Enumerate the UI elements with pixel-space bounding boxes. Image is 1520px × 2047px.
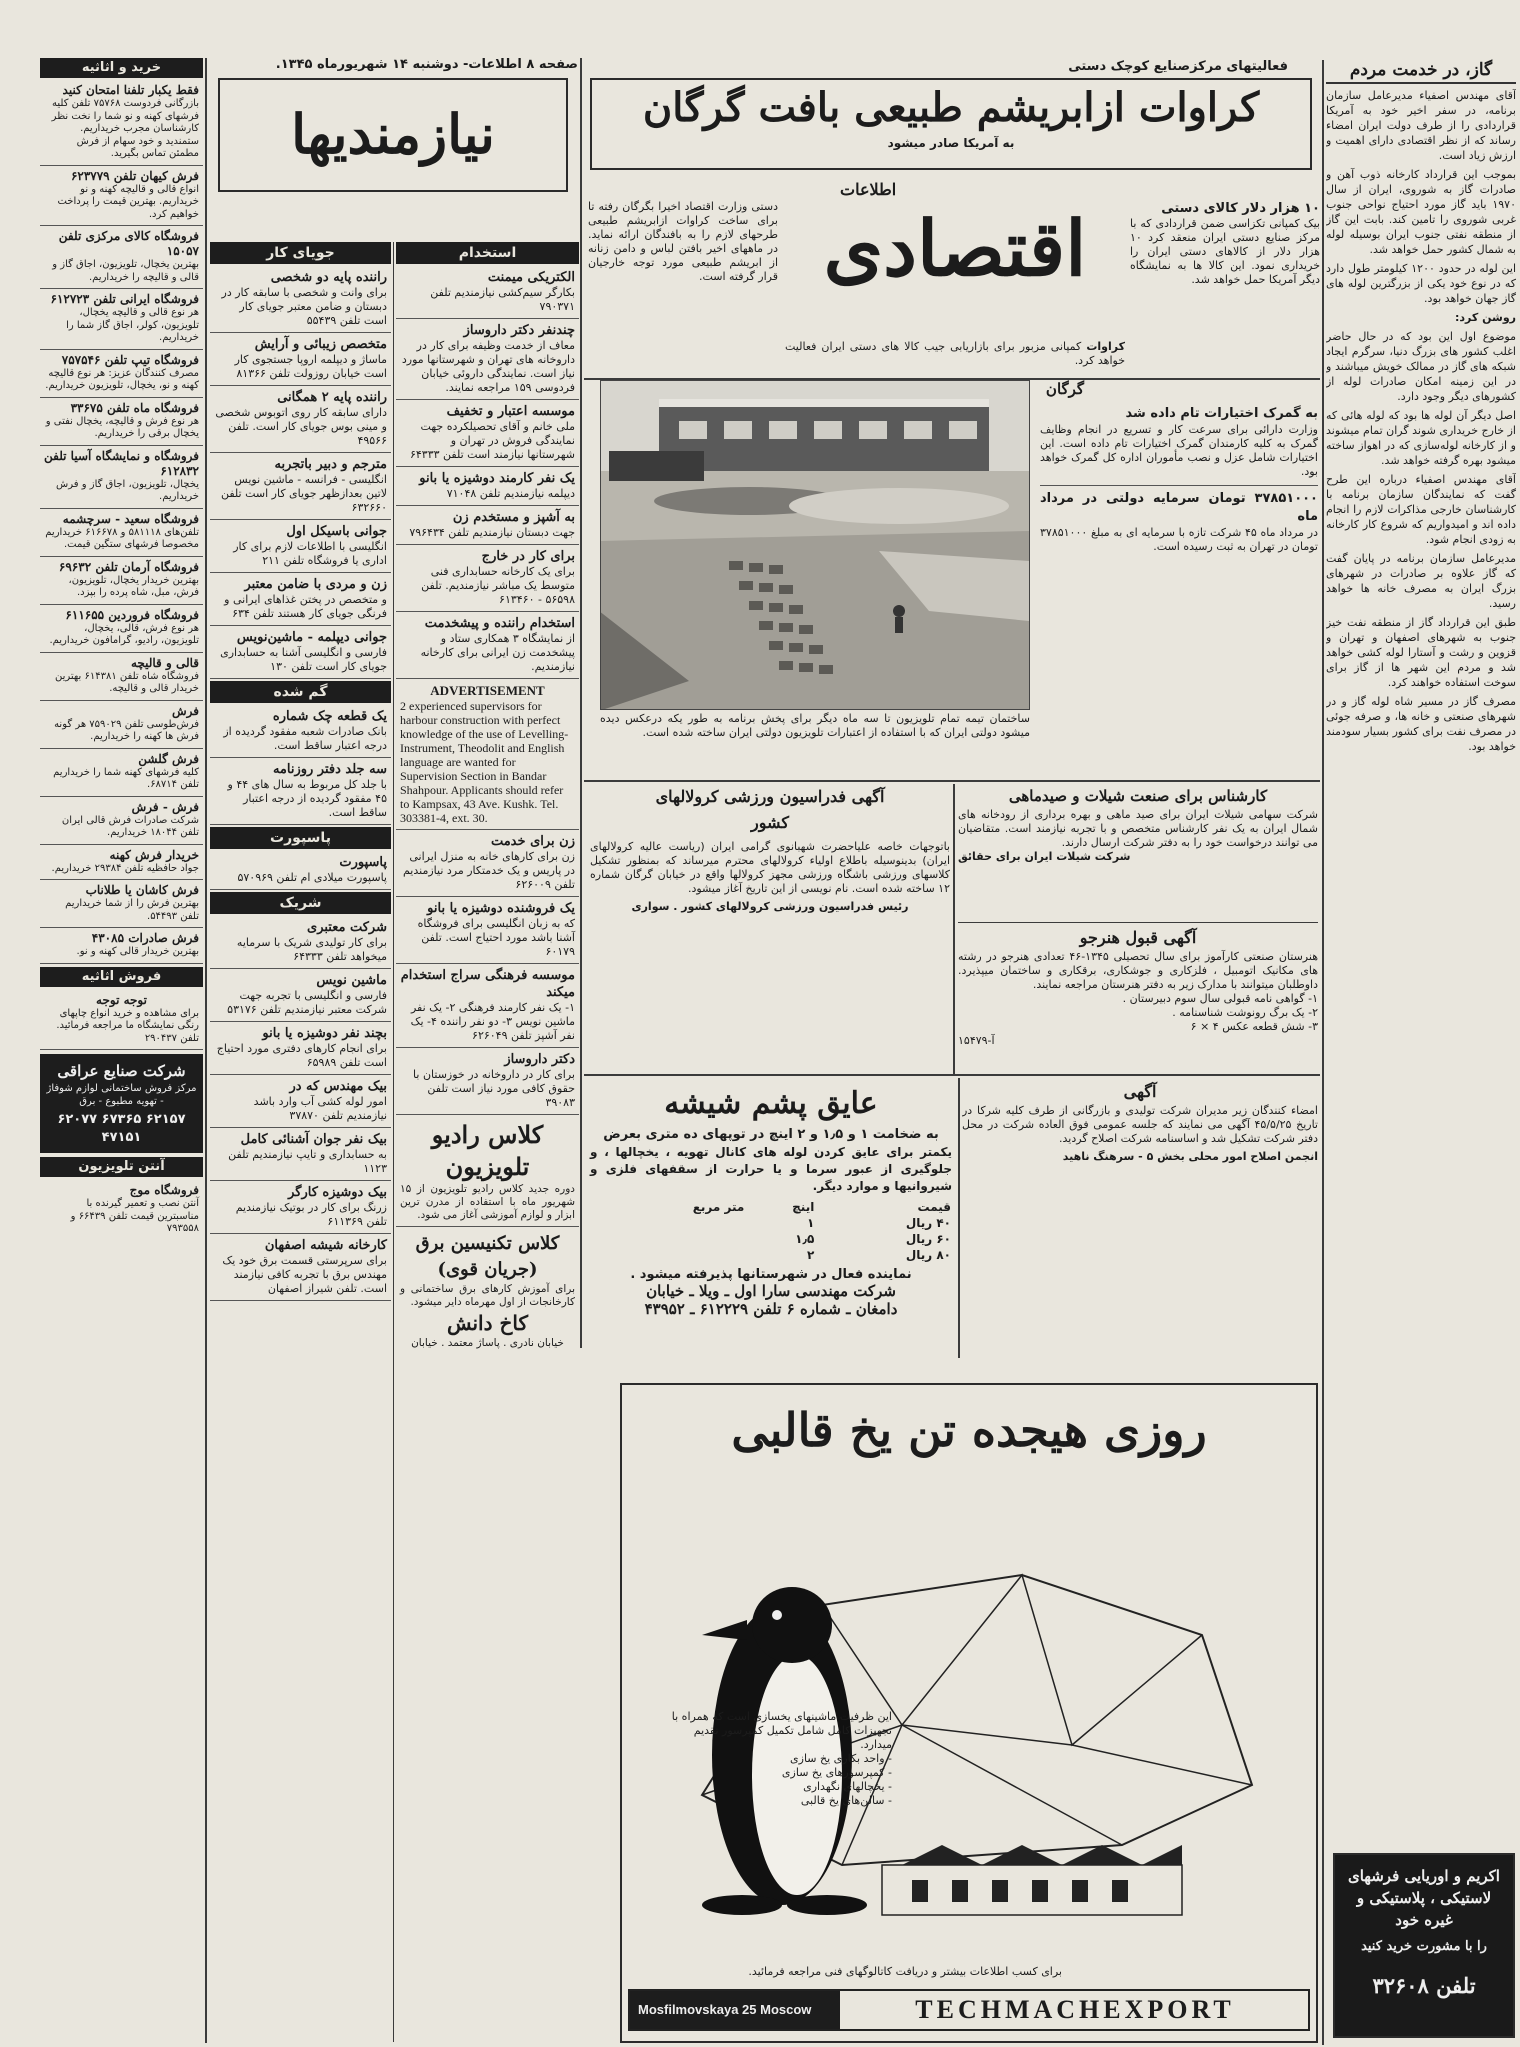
ad-title: موسسه فرهنگی سراج استخدام میکند bbox=[400, 968, 575, 1000]
price-cell: ۶۰ ریال bbox=[905, 1232, 951, 1246]
radio-class-body: دوره جدید کلاس رادیو تلویزیون از ۱۵ شهریور ماه با استفاده از مدرن ترین ابزار و لوازم آموزشی آغاز می شود. bbox=[400, 1183, 575, 1221]
price-table-row bbox=[590, 1215, 952, 1231]
ad-title: بچند نفر دوشیزه یا بانو bbox=[262, 1026, 387, 1041]
classified-column-hiring bbox=[396, 242, 579, 1922]
ad-body: برای انجام کارهای دفتری مورد احتیاج است تلفن ۶۵۹۸۹ bbox=[216, 1042, 387, 1069]
ad-body: هر نوع فرش، قالی، یخچال، تلویزیون، رادیو، گرامافون خریداریم. bbox=[49, 622, 199, 646]
ice-footer-text: برای کسب اطلاعات بیشتر و دریافت کاتالوگهای فنی مراجعه فرمائید. bbox=[748, 1965, 1062, 1978]
ad-title: دکتر داروساز bbox=[504, 1052, 575, 1067]
economy-lead-body: بیک کمپانی تکزاسی ضمن قراردادی که با مرکز صنایع دستی ایران منعقد کرد ۱۰ هزار دلار از کالاهای دستی ایران را خریداری نمود. این کالا ها به نمایشگاه دیگر آمریکا حمل خواهد شد. bbox=[1130, 217, 1320, 286]
ad-body: بازرگانی فردوست ۷۵۷۶۸ تلفن کلیه فرشهای کهنه و نو شما را نخت نظر کارشناسان مجرب خریداریم. ستمندید و خود سهام از فرش مطمئن تماس بگیرید. bbox=[51, 98, 199, 159]
list-item bbox=[40, 880, 203, 928]
insulation-title: عایق پشم شیشه bbox=[664, 1086, 878, 1121]
ad-title: استخدام راننده و پیشخدمت bbox=[424, 616, 575, 631]
page-dateline: صفحه ۸ اطلاعات- دوشنبه ۱۴ شهریورماه ۱۳۴۵. bbox=[275, 57, 578, 72]
ad-title: به آشپز و مستخدم زن bbox=[452, 510, 575, 525]
ad-title: زن و مردی با ضامن معتبر bbox=[244, 577, 387, 592]
school-req: ۱- گواهی نامه قبولی سال سوم دبیرستان . bbox=[1122, 992, 1318, 1005]
passport-heading: پاسپورت bbox=[210, 827, 391, 849]
ad-body: معاف از خدمت وظیفه برای کار در داروخانه های تهران و شهرستانها مورد نیاز است. نمایندگی داروئی خیابان فردوسی ۱۵۹ مراجعه نمایند. bbox=[401, 339, 575, 394]
ad-body: برای کار در داروخانه در خوزستان با حقوق کافی مورد نیاز است تلفن ۳۹۰۸۳ bbox=[413, 1068, 575, 1109]
ad-body: امور لوله کشی آب وارد باشد نیازمندیم تلفن ۳۷۸۷۰ bbox=[253, 1095, 387, 1122]
radio-class-ad bbox=[396, 1115, 579, 1227]
list-item bbox=[210, 573, 391, 626]
ad-title: یک قطعه چک شماره bbox=[272, 709, 387, 724]
list-item bbox=[40, 749, 203, 797]
ad-body: آنتن نصب و تعمیر گیرنده با مناسبترین قیمت تلفن ۶۶۴۳۹ و ۷۹۳۵۵۸ bbox=[70, 1198, 199, 1234]
ad-body: یخچال، تلویزیون، اجاق گاز و فرش خریداریم. bbox=[56, 478, 199, 502]
federation-notice bbox=[590, 784, 950, 1064]
list-item bbox=[396, 467, 579, 506]
ad-title: توجه توجه bbox=[96, 992, 147, 1007]
customs-title: به گمرک اختیارات تام داده شد bbox=[1125, 406, 1318, 421]
list-item bbox=[396, 612, 579, 679]
ad-body: ۱- یک نفر کارمند فرهنگی ۲- یک نفر ماشین نویس ۳- دو نفر راننده ۴- یک نفر آشپز تلفن ۶۲۶۰۴۹ bbox=[410, 1001, 575, 1042]
ad-title: فروشگاه سعید - سرچشمه bbox=[62, 511, 199, 526]
gas-paragraph: مصرف گاز در مسیر شاه لوله گاز و در شهرهای صنعتی و خانه ها، و صرفه جوئی در مصرف نفت برای کشور بسیار سودمند خواهد بود. bbox=[1326, 695, 1516, 753]
list-item bbox=[210, 969, 391, 1022]
list-item bbox=[210, 1181, 391, 1234]
ad-title: قالی و قالیچه bbox=[130, 655, 199, 670]
ad-body: دارای سابقه کار روی اتوبوس شخصی و مینی بوس جویای کار است. تلفن ۴۹۵۶۶ bbox=[215, 406, 387, 447]
list-item bbox=[396, 1048, 579, 1115]
ad-title: فروشگاه فروردین ۶۱۱۶۵۵ bbox=[65, 607, 199, 622]
federation-title: آگهی فدراسیون ورزشی کرولالهای کشور bbox=[655, 787, 885, 832]
ad-body: ملی خانم و آقای تحصیلکرده جهت نمایندگی فروش در تهران و شهرستانها نیازمند است تلفن ۶۴۳۳۳ bbox=[409, 420, 575, 461]
ice-list-item: - واحد بکاری یخ سازی bbox=[790, 1752, 892, 1765]
ad-body: به حسابداری و تایپ نیازمندیم تلفن ۱۱۲۳ bbox=[228, 1148, 387, 1175]
ad-body: ماساژ و دیپلمه اروپا جستجوی کار است خیابان روزولت تلفن ۸۱۳۶۶ bbox=[234, 353, 387, 380]
list-item bbox=[40, 80, 203, 166]
list-item bbox=[40, 928, 203, 964]
classified-column-seeking bbox=[210, 242, 391, 2042]
ad-title: فرش کاشان یا طلاناب bbox=[85, 883, 199, 897]
economy-logo bbox=[780, 180, 1130, 350]
ad-body: زرنگ برای کار در بوتیک نیازمندیم تلفن ۶۱۱۳۶۹ bbox=[235, 1201, 387, 1228]
carpet-ad-phone: تلفن ۳۲۶۰۸ bbox=[1372, 1973, 1476, 1998]
kakh-address: خیابان نادری . پاساژ معتمد . خیابان bbox=[411, 1337, 564, 1349]
ad-body: انواع قالی و قالیچه کهنه و نو خریداریم. بهترین قیمت را پرداخت خواهیم کرد. bbox=[57, 183, 199, 220]
far-left-column bbox=[40, 58, 203, 2043]
list-item bbox=[40, 845, 203, 881]
ad-title: سه جلد دفتر روزنامه bbox=[272, 762, 387, 777]
ad-title: پاسپورت bbox=[339, 855, 387, 870]
fisheries-sign: شرکت شیلات ایران برای حقائق bbox=[958, 850, 1131, 863]
ad-body: بهترین فرش را از شما خریداریم تلفن ۵۴۴۹۳. bbox=[65, 898, 199, 922]
ad-title: فرش - فرش bbox=[131, 799, 199, 814]
ad-title: فرش گلشن bbox=[138, 751, 199, 766]
price-cell: ۴۰ ریال bbox=[905, 1216, 951, 1230]
list-item bbox=[396, 266, 579, 319]
price-table-row bbox=[590, 1231, 952, 1247]
kravat-label: کراوات bbox=[1086, 340, 1125, 353]
gas-paragraph: این لوله در حدود ۱۲۰۰ کیلومتر طول دارد که در نوع خود یکی از بزرگترین لوله های گاز جهان خواهد بود. bbox=[1326, 262, 1516, 305]
ad-body: که به زبان انگلیسی برای فروشگاه آشنا باشد مورد احتیاج است. تلفن ۶۰۱۷۹ bbox=[417, 917, 575, 958]
ad-title: موسسه اعتبار و تخفیف bbox=[446, 404, 575, 419]
ad-body: جهت دبستان نیازمندیم تلفن ۷۹۶۴۳۴ bbox=[409, 526, 575, 539]
ad-body: فارسی و انگلیسی آشنا به حسابداری جویای کار است تلفن ۱۳۰ bbox=[220, 646, 387, 673]
ad-body: انگلیسی با اطلاعات لازم برای کار اداری یا فروشگاه تلفن ۲۱۱ bbox=[233, 540, 387, 567]
ad-body: انگلیسی - فرانسه - ماشین نویس لاتین بعدازظهر جویای کار است تلفن ۶۳۲۶۶۰ bbox=[220, 473, 387, 514]
economy-text-body: دستی وزارت اقتصاد اخیرا بگرگان رفته تا برای ساخت کراوات ازابریشم طبیعی طرحهای لازم را به بافندگان ارائه نماید. در ماههای اخیر بافتن لباس و دامن زنانه از ابریشم طبیعی مورد توجه خارجیان قرار گرفته است. bbox=[588, 200, 778, 283]
school-req: ۳- شش قطعه عکس ۴ × ۶ bbox=[1190, 1020, 1318, 1033]
insulation-company: شرکت مهندسی سارا اول ـ ویلا ـ خیابان bbox=[646, 1282, 896, 1300]
insulation-line2: یکمتر برای عایق کردن لوله های کانال تهویه ، یخچالها ، و جلوگیری از عبور سرما و یا حرارت از سقفهای فلزی و شیروانیها و موارد دیگر. bbox=[590, 1145, 952, 1193]
classifieds-header bbox=[208, 56, 578, 236]
economy-text bbox=[588, 200, 778, 375]
insulation-line1: به ضخامت ۱ و ۱٫۵ و ۲ اینچ در توپهای ده متری بعرض bbox=[603, 1127, 939, 1142]
partner-heading: شریک bbox=[210, 892, 391, 914]
ad-title: جوانی دیپلمه - ماشین‌نویس bbox=[236, 630, 387, 645]
ad-title: مترجم و دبیر باتجربه bbox=[274, 457, 387, 472]
ad-title: متخصص زیبائی و آرایش bbox=[254, 337, 387, 352]
capital-title: ۳۷۸۵۱۰۰۰ تومان سرمایه دولتی در مرداد ماه bbox=[1040, 485, 1318, 526]
ad-body: بهترین یخچال، تلویزیون، اجاق گاز و قالی و قالیچه را خریداریم. bbox=[52, 259, 199, 283]
list-item bbox=[210, 1234, 391, 1301]
price-cell bbox=[590, 1231, 745, 1247]
ad-title: بیک نفر جوان آشنائی کامل bbox=[240, 1132, 387, 1147]
ice-capacity-body: این ظرفیت ماشینهای یخسازی است که همراه با تجهیزات کامل شامل تکمیل کمپرسور تقدیم میدارد. bbox=[671, 1710, 892, 1751]
ad-body: جواد حافظیه تلفن ۲۹۳۸۴ خریداریم. bbox=[51, 862, 199, 874]
ad-title: ADVERTISEMENT bbox=[430, 683, 545, 698]
list-item bbox=[40, 990, 203, 1051]
insulation-ad bbox=[586, 1078, 956, 1363]
list-item bbox=[396, 897, 579, 964]
carpet-ad-sub: را با مشورت خرید کنید bbox=[1361, 1939, 1487, 1954]
iraqi-company-sub: مرکز فروش ساختمانی لوازم شوفاژ - تهویه مطبوع - برق bbox=[46, 1083, 197, 1107]
economy-lead-title: ۱۰ هزار دلار کالای دستی bbox=[1161, 201, 1320, 216]
list-item bbox=[210, 1075, 391, 1128]
photo-caption bbox=[600, 712, 1030, 780]
price-cell: ۸۰ ریال bbox=[905, 1248, 951, 1262]
ad-title: فروشگاه تیپ تلفن ۷۵۷۵۴۶ bbox=[61, 352, 199, 367]
radio-class-title: کلاس رادیو تلویزیون bbox=[431, 1120, 544, 1181]
tech-class-title: کلاس تکنیسین برق (جریان قوی) bbox=[415, 1233, 560, 1280]
sale-heading: فروش اثاثیه bbox=[40, 967, 203, 987]
ad-body: بهترین خریدار قالی کهنه و نو. bbox=[76, 946, 199, 957]
photo-place: گرگان bbox=[1045, 380, 1085, 398]
ad-title: الکتریکی میمنت bbox=[487, 270, 575, 285]
construction-photo-icon bbox=[600, 381, 1029, 710]
capital-body: در مرداد ماه ۴۵ شرکت تازه با سرمایه ای به مبلغ ۳۷۸۵۱۰۰۰ تومان در تهران به ثبت رسیده است. bbox=[1040, 526, 1318, 553]
list-item bbox=[396, 964, 579, 1048]
ad-title: بیک دوشیزه کارگر bbox=[288, 1185, 387, 1200]
ad-title: زن برای خدمت bbox=[490, 834, 575, 849]
list-item bbox=[40, 605, 203, 653]
iraqi-company-title: شرکت صنایع عراقی bbox=[57, 1062, 186, 1080]
price-header-cell: اینچ bbox=[792, 1200, 815, 1214]
ad-body: هر نوع قالی و قالیچه یخچال، تلویزیون، کولر، اجاق گاز شما را خریداریم. bbox=[66, 307, 199, 343]
ad-title: فقط یکبار تلفنا امتحان کنید bbox=[62, 83, 199, 97]
gas-paragraph: طبق این قرارداد گاز از منطقه نفت خیز جنوب به شهرهای اصفهان و تهران و قزوین و رشت و آستارا لوله کشی خواهد شد و مردم این شهر ها از گاز برای سوخت استفاده خواهند کرد. bbox=[1326, 616, 1516, 689]
ad-body: پاسپورت میلادی ام تلفن ۵۷۰۹۶۹ bbox=[237, 871, 387, 884]
ad-body: بهترین خریدار یخچال، تلویزیون، فرش، مبل، شاه پرده را بپزد. bbox=[68, 574, 199, 598]
price-header-cell: قیمت bbox=[917, 1200, 951, 1214]
list-item bbox=[210, 851, 391, 890]
list-item bbox=[210, 266, 391, 333]
right-column bbox=[1326, 58, 1516, 2038]
list-item bbox=[210, 333, 391, 386]
list-item bbox=[396, 679, 579, 830]
ad-body: مصرف کنندگان عزیز: هر نوع قالیچه کهنه و نو، یخچال، تلویزیون خریداریم. bbox=[45, 367, 199, 391]
economy-buyer-text: کمپانی مزبور برای بازاریابی جیب کالا های دستی ایران فعالیت خواهد کرد. bbox=[785, 340, 1125, 367]
ad-body: 2 experienced supervisors for harbour construction with perfect knowledge of the use of Levelling-Instrument, Theodolit and English language are wanted for Supervision Section in Bandar Shahpour. Applicants should refer to Kampsax, 43 Ave. Kushk. Tel. 303381-4, ext. 30. bbox=[400, 699, 569, 825]
headline-kicker: فعالیتهای مرکزصنایع کوچک دستی bbox=[1068, 59, 1288, 74]
iraqi-company-phones: ۶۲۱۵۷ ۶۷۳۶۵ ۶۲۰۷۷ ۴۷۱۵۱ bbox=[57, 1112, 186, 1145]
section-title: نیازمندیها bbox=[291, 102, 495, 166]
ad-title: راننده پایه ۲ همگانی bbox=[277, 390, 387, 405]
ad-title: فروشگاه آرمان تلفن ۶۹۶۳۲ bbox=[58, 559, 199, 574]
price-table-row bbox=[590, 1247, 952, 1263]
ad-title: برای کار در خارج bbox=[481, 549, 575, 564]
gas-paragraph: آقای مهندس اصفیاء مدیرعامل سازمان برنامه، در سفر اخیر خود به آمریکا قراردادی را از طرف دولت ایران امضاء رساند که از نظر اقتصادی دارای اهمیت و ارزش زیاد است. bbox=[1326, 89, 1516, 162]
price-cell: ۱ bbox=[806, 1216, 815, 1230]
ad-body: فروشگاه شاه تلفن ۶۱۴۳۸۱ بهترین خریدار قالی و قالیچه. bbox=[54, 670, 199, 694]
fisheries-title: کارشناس برای صنعت شیلات و صیدماهی bbox=[1008, 787, 1268, 805]
ad-body: تلفن‌های ۵۸۱۱۱۸ و ۶۱۶۶۷۸ خریداریم مخصوصا فرشهای ستگین قیمت. bbox=[45, 526, 199, 550]
ad-body: برای سرپرستی قسمت برق خود یک مهندس برق با تجربه کافی نیازمند است. تلفن شیراز اصفهان bbox=[222, 1254, 387, 1295]
ad-body: فرش‌طوسی تلفن ۷۵۹۰۲۹ هر گونه فرش ها کهنه را خریداریم. bbox=[54, 718, 199, 742]
hiring-heading: استخدام bbox=[396, 242, 579, 264]
company-notice-title: آگهی bbox=[1123, 1082, 1157, 1101]
ad-title: بیک مهندس که در bbox=[289, 1079, 387, 1094]
gas-paragraph: آقای مهندس اصفیاء درباره این طرح گفت که نمایندگان سازمان برنامه با کارشناسان خارجی مذاکرات لازم را انجام داده اند و امیدواریم که شروع کار کارخانه به زودی انجام شود. bbox=[1326, 473, 1516, 546]
ad-title: فرش صادرات ۴۳۰۸۵ bbox=[91, 931, 199, 945]
gas-article-body bbox=[1326, 88, 1516, 754]
economy-lead bbox=[1130, 200, 1320, 370]
antenna-heading: آنتن تلویزیون bbox=[40, 1157, 203, 1177]
list-item bbox=[210, 1128, 391, 1181]
ad-body: با جلد کل مربوط به سال های ۴۴ و ۴۵ مفقود گردیده از درجه اعتبار ساقط است. bbox=[227, 778, 387, 819]
list-item bbox=[396, 506, 579, 545]
ad-title: فروشگاه کالای مرکزی تلفن ۱۵۰۵۷ bbox=[58, 229, 199, 258]
ice-list-item: - یخچالهای نگهداری bbox=[803, 1780, 892, 1793]
school-notice bbox=[958, 926, 1318, 1066]
price-cell: ۱٫۵ bbox=[795, 1232, 815, 1246]
ad-body: زن برای کارهای خانه به منزل ایرانی در پاریس و یک خدمتکار مرد نیازمندیم تلفن ۶۲۶۰۰۹ bbox=[402, 850, 575, 891]
job-seeking-heading: جویای کار bbox=[210, 242, 391, 264]
buying-heading: خرید و اثاثیه bbox=[40, 58, 203, 78]
gas-article-title: گاز، در خدمت مردم bbox=[1326, 58, 1516, 84]
ad-body: برای مشاهده و خرید انواع چاپهای رنگی نمایشگاه ما مراجعه فرمائید. تلفن ۲۹۰۴۳۷ bbox=[56, 1007, 199, 1044]
ad-title: جوانی باسیکل اول bbox=[286, 524, 387, 539]
gas-paragraph: مدیرعامل سازمان برنامه در پایان گفت که گاز علاوه بر صادرات در شهرهای بزرگ ایران به مصرف خانه ها خواهد رسید. bbox=[1326, 552, 1516, 610]
school-req: ۲- یک برگ رونوشت شناسنامه . bbox=[1172, 1006, 1318, 1019]
list-item bbox=[40, 557, 203, 605]
ice-list-item: - کمپرسورهای یخ سازی bbox=[781, 1766, 892, 1779]
list-item bbox=[40, 653, 203, 701]
economy-buyer-note bbox=[785, 340, 1125, 380]
list-item bbox=[40, 398, 203, 446]
tech-class-ad bbox=[396, 1227, 579, 1354]
lost-found-heading: گم شده bbox=[210, 681, 391, 703]
ad-body: شرکت صادرات فرش قالی ایران تلفن ۱۸۰۴۴ خریداریم. bbox=[61, 814, 199, 838]
carpet-ad-title: اکریم و اوریایی فرشهای لاستیکی ، پلاستیکی و غیره خود bbox=[1348, 1867, 1500, 1929]
economy-logo-big: اقتصادی bbox=[823, 204, 1087, 293]
price-cell bbox=[590, 1247, 745, 1263]
kakh-danesh: کاخ دانش bbox=[446, 1311, 528, 1335]
ad-body: و متخصص در پختن غذاهای ایرانی و فرنگی جویای کار هستند تلفن ۶۳۴ bbox=[224, 593, 387, 620]
list-item bbox=[40, 446, 203, 509]
list-item bbox=[40, 350, 203, 398]
company-notice-body: امضاء کنندگان زیر مدیران شرکت تولیدی و بازرگانی از طرف کلیه شرکا در تاریخ ۴۵/۵/۲۵ آگهی می نمایند که جلسه عمومی فوق العاده شرکت در محل دفتر شرکت تشکیل شد و اساسنامه شرکت اصلاح گردید. bbox=[962, 1104, 1318, 1145]
ad-title: یک فروشنده دوشیزه یا بانو bbox=[427, 901, 575, 916]
techmach-address: Mosfilmovskaya 25 Moscow bbox=[630, 1991, 840, 2029]
insulation-price-table bbox=[590, 1199, 952, 1263]
ice-list-item: - سالن‌های یخ قالبی bbox=[800, 1794, 892, 1807]
ad-title: فروشگاه ایرانی تلفن ۶۱۲۷۲۳ bbox=[50, 292, 199, 306]
fisheries-body: شرکت سهامی شیلات ایران برای صید ماهی و بهره برداری از رودخانه های شمال ایران به یک نفر کارشناس متخصص و با تجربه نیازمند است. متقاضیان می توانند درخواست خود را به دفتر شرکت ارسال دارند. bbox=[958, 808, 1318, 849]
ad-title: یک نفر کارمند دوشیزه یا بانو bbox=[419, 471, 575, 486]
list-item bbox=[396, 830, 579, 897]
ad-body: بانک صادرات شعبه مفقود گردیده از درجه اعتبار ساقط است. bbox=[223, 725, 387, 752]
ad-body: فارسی و انگلیسی با تجربه جهت شرکت معتبر نیازمندیم تلفن ۵۳۱۷۶ bbox=[227, 989, 387, 1016]
gas-paragraph: اصل دیگر آن لوله ها بود که لوله هائی که از خارج خریداری شوند گران تمام میشوند و از کارخانه لوله‌سازی که در اهواز ساخته میشود بهره گرفته خواهد شد. bbox=[1326, 409, 1516, 467]
ad-title: فرش bbox=[171, 703, 199, 718]
federation-body: باتوجهات خاصه علیاحضرت شهبانوی گرامی ایران (ریاست عالیه کرولالهای ایران) بدینوسیله باطلاع اولیاء کرولالهای محترم میرساند که بمنظور تشکیل کلاسهای ورزشی باشگاه ورزشی مجهز کرولالها واقع در خیابان گرگان شماره ۱۲ ساخته شده است. نام نویسی از این تاریخ آغاز میشود. bbox=[590, 840, 950, 895]
gorgan-photo bbox=[600, 380, 1030, 710]
techmachexport-ad bbox=[620, 1383, 1318, 2043]
economy-logo-small: اطلاعات bbox=[840, 180, 897, 199]
customs-story bbox=[1040, 375, 1318, 650]
ad-body: دیپلمه نیازمندیم تلفن ۷۱۰۴۸ bbox=[446, 487, 575, 500]
ad-title: کارخانه شیشه اصفهان bbox=[264, 1238, 387, 1253]
ad-title: چندنفر دکتر داروساز bbox=[463, 323, 575, 338]
list-item bbox=[396, 319, 579, 400]
list-item bbox=[40, 509, 203, 557]
photo-caption-text: ساختمان تیمه تمام تلویزیون تا سه ماه دیگر برای پخش برنامه به طور یکه درعکس دیده میشود دولتی ایران که با استفاده از اعتبارات تلویزیون دولتی ایران ساخته شده است. bbox=[600, 712, 1030, 739]
ad-body: هر نوع فرش و قالیچه، یخچال نفتی و یخچال برقی را خریداریم. bbox=[45, 415, 199, 439]
list-item bbox=[40, 1180, 203, 1240]
company-notice-sign: انجمن اصلاح امور محلی بخش ۵ - سرهنگ ناهید bbox=[1062, 1150, 1318, 1163]
ad-body: برای وانت و شخصی با سابقه کار در دبستان و ضامن معتبر جویای کار است تلفن ۵۵۴۳۹ bbox=[221, 286, 387, 327]
list-item bbox=[210, 386, 391, 453]
iraqi-industries-box bbox=[40, 1054, 203, 1153]
list-item bbox=[210, 453, 391, 520]
list-item bbox=[40, 797, 203, 845]
price-cell bbox=[590, 1215, 745, 1231]
price-header-cell: متر مربع bbox=[692, 1200, 745, 1214]
list-item bbox=[40, 289, 203, 350]
ad-body: کلیه فرشهای کهنه شما را خریداریم تلفن ۶۸۷۱۴. bbox=[53, 766, 199, 790]
ice-capacity-text bbox=[662, 1710, 892, 1840]
ad-title: شرکت معتبری bbox=[307, 920, 387, 935]
federation-sign: رئیس فدراسیون ورزشی کرولالهای کشور . سواری bbox=[631, 900, 909, 913]
list-item bbox=[210, 916, 391, 969]
insulation-rep: نماینده فعال در شهرستانها پذیرفته میشود . bbox=[630, 1267, 912, 1282]
ad-title: فروشگاه ماه تلفن ۳۳۶۷۵ bbox=[70, 400, 199, 415]
list-item bbox=[210, 626, 391, 679]
carpet-shop-ad bbox=[1333, 1853, 1515, 2038]
list-item bbox=[40, 226, 203, 289]
list-item bbox=[210, 1022, 391, 1075]
ad-title: فرش کیهان تلفن ۶۲۳۷۷۹ bbox=[70, 168, 199, 183]
techmach-footer-bar bbox=[628, 1989, 1310, 2031]
list-item bbox=[210, 705, 391, 758]
school-title: آگهی قبول هنرجو bbox=[1079, 928, 1197, 947]
ad-body: از نمایشگاه ۳ همکاری ستاد و پیشخدمت زن ایرانی برای کارخانه نیازمندیم. bbox=[420, 632, 575, 673]
list-item bbox=[40, 166, 203, 227]
ad-title: راننده پایه دو شخصی bbox=[270, 270, 387, 285]
techmach-brand: TECHMACHEXPORT bbox=[915, 1995, 1235, 2024]
customs-body: وزارت دارائی برای سرعت کار و تسریع در انجام وظایف گمرک به کلیه کارمندان گمرک اختیارات تام داده است. این اختیارات شامل عزل و نصب مأموران اداره کل گمرک خواهد بود. bbox=[1040, 423, 1318, 478]
main-headline: کراوات ازابریشم طبیعی بافت گرگان bbox=[642, 84, 1260, 131]
price-cell: ۲ bbox=[806, 1248, 815, 1262]
gas-paragraph: موضوع اول این بود که در حال حاضر اغلب کشور های بزرگ دنیا، سرگرم ایجاد شبکه های گاز در ممالک خویش میباشند و در این زمینه امکان صادرات لوله از کشورهای دیگر وجود دارد. bbox=[1326, 330, 1516, 403]
ad-title: فروشگاه و نمایشگاه آسیا تلفن ۶۱۲۸۳۲ bbox=[43, 448, 199, 478]
headline-subline: به آمریکا صادر میشود bbox=[887, 136, 1015, 150]
main-headline-block bbox=[584, 58, 1318, 176]
list-item bbox=[210, 758, 391, 825]
price-table-header bbox=[590, 1199, 952, 1215]
list-item bbox=[396, 545, 579, 612]
list-item bbox=[396, 400, 579, 467]
ad-body: بکارگر سیم‌کشی نیازمندیم تلفن ۷۹۰۳۷۱ bbox=[430, 286, 575, 313]
ad-title: خریدار فرش کهنه bbox=[109, 847, 199, 862]
list-item bbox=[210, 520, 391, 573]
gas-paragraph: بموجب این قرارداد کارخانه ذوب آهن و صادرات گاز به شوروی، ایران از سال ۱۹۷۰ باید گاز مورد احتیاج نواحی جنوب غربی شوروی را تامین کند. بابت این گاز از منطقه نفتی جنوب ایران بوسیله لوله به شمال کشور حمل خواهد شد. bbox=[1326, 168, 1516, 256]
company-notice bbox=[962, 1080, 1318, 1350]
list-item bbox=[40, 701, 203, 749]
school-code: آ-۱۵۴۷۹ bbox=[958, 1034, 995, 1047]
tech-class-body: برای آموزش کارهای برق ساختمانی و کارخانجات از اول مهرماه دایر میشود. bbox=[400, 1283, 575, 1308]
gas-paragraph: روشن کرد: bbox=[1455, 311, 1516, 324]
ad-body: برای یک کارخانه حسابداری فنی متوسط یک مباشر نیازمندیم. تلفن ۵۶۵۹۸ - ۶۱۳۴۶۰ bbox=[421, 565, 575, 606]
ad-title: ماشین نویس bbox=[316, 973, 387, 988]
school-body: هنرستان صنعتی کارآموز برای سال تحصیلی ۱۳۴۵-۴۶ تعدادی هنرجو در رشته های مکانیک اتومبیل ، فلزکاری و جوشکاری، برقکاری و ساختمان میپذیرد. داوطلبان میتوانند با مدارک زیر به دفتر هنرستان مراجعه نمایند. bbox=[958, 950, 1318, 991]
ad-title: فروشگاه موج bbox=[129, 1183, 199, 1197]
ice-headline: روزی هیجده تن یخ قالبی bbox=[731, 1403, 1207, 1457]
insulation-phone: دامغان ـ شماره ۶ تلفن ۶۱۲۲۲۹ ـ ۴۳۹۵۲ bbox=[644, 1300, 898, 1318]
ad-body: برای کار تولیدی شریک با سرمایه میخواهد تلفن ۶۴۳۳۳ bbox=[236, 936, 387, 963]
